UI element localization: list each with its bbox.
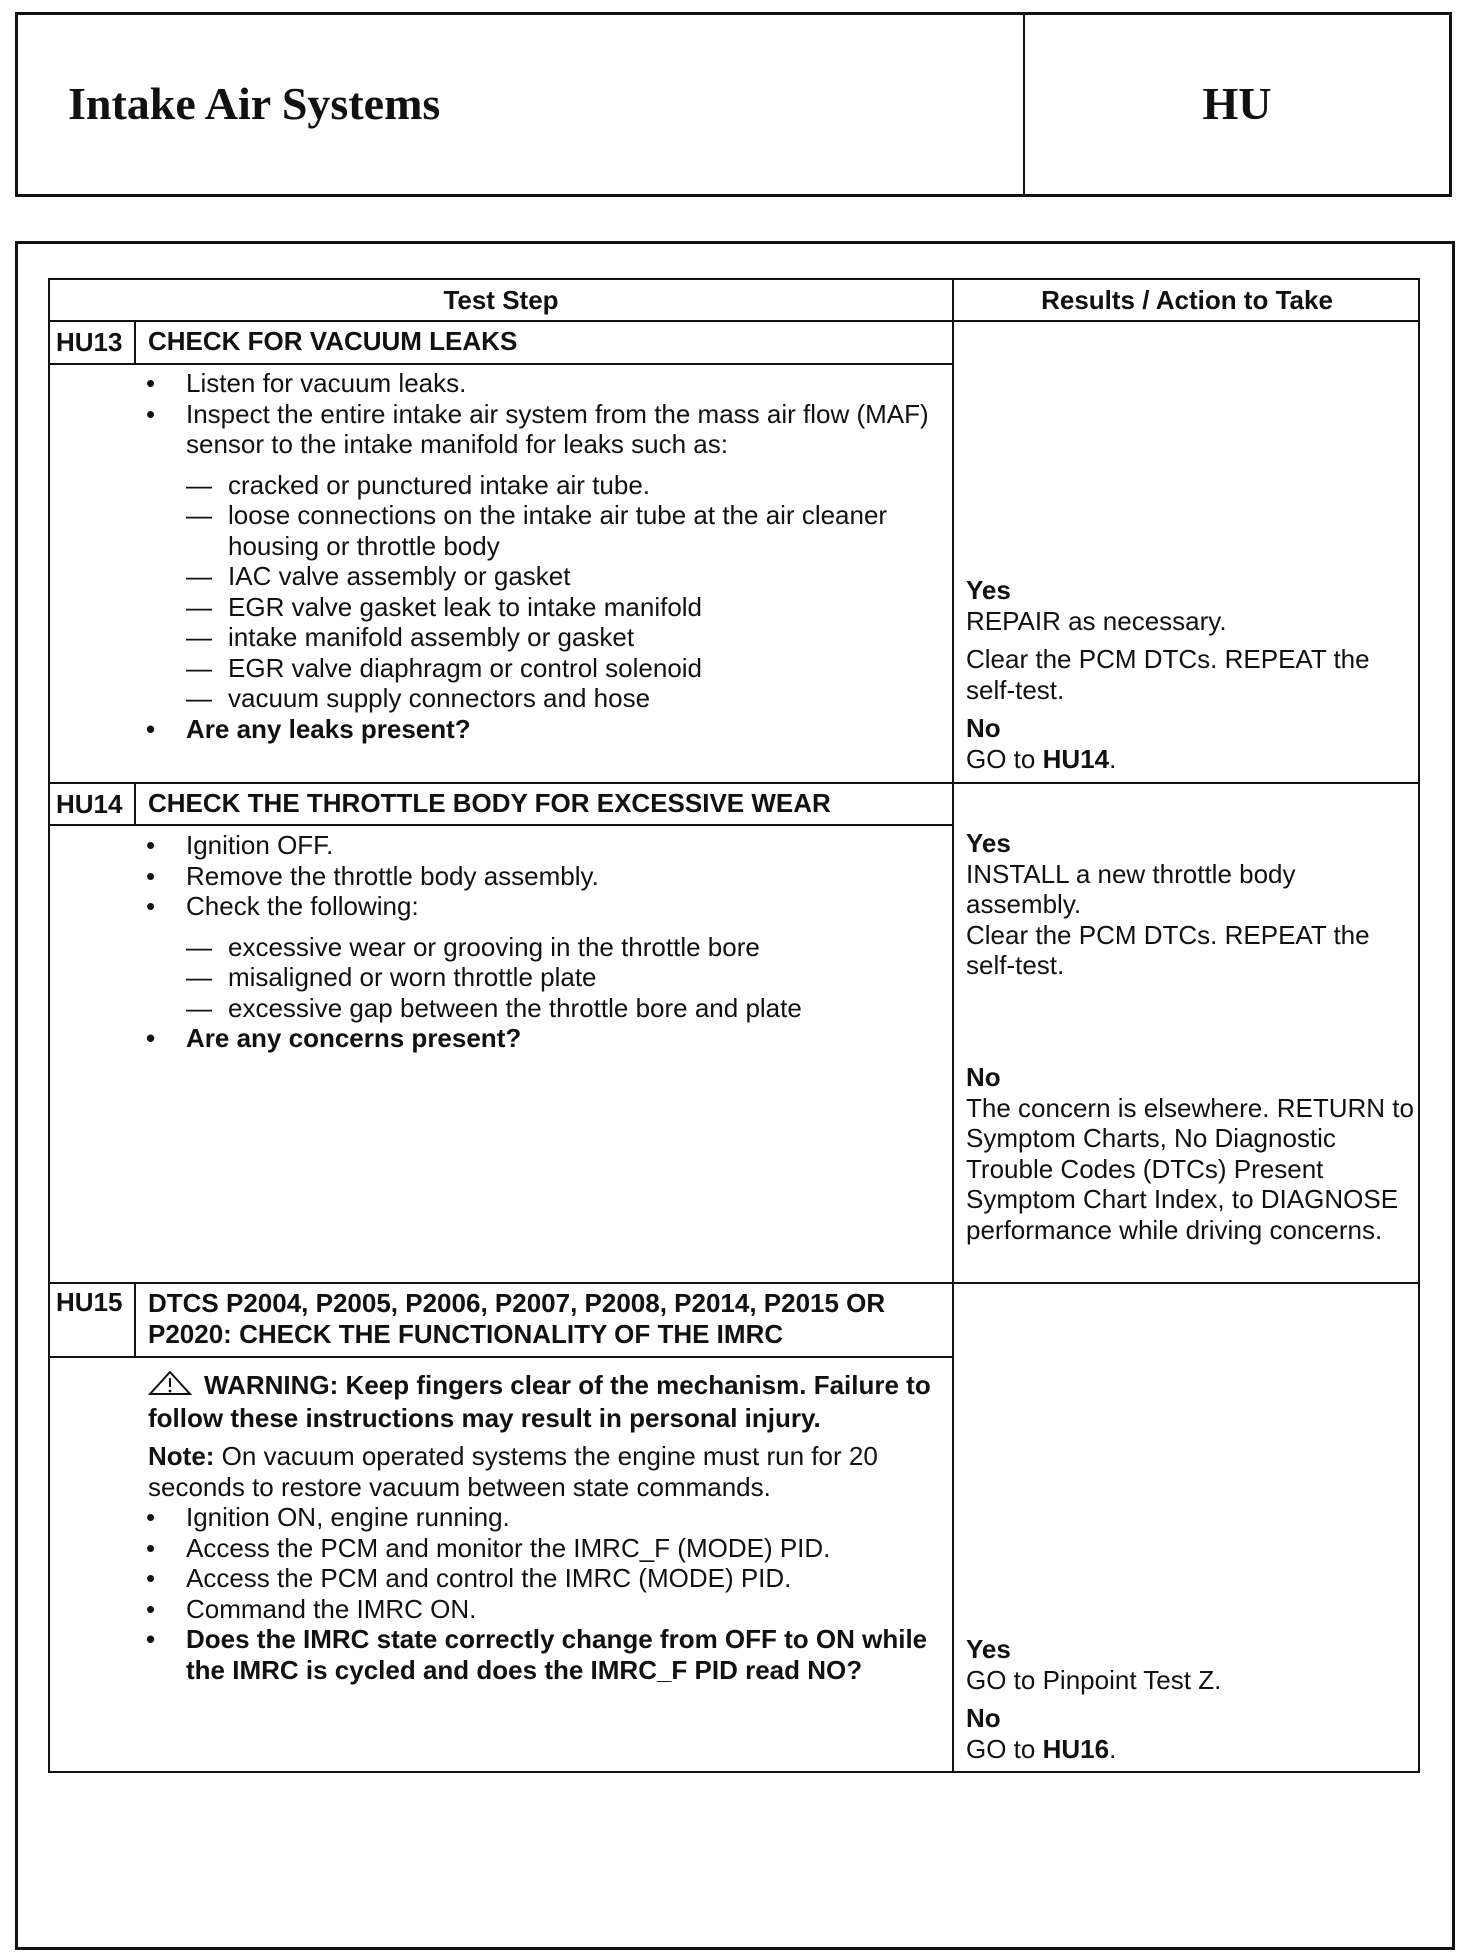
instruction-item: • Inspect the entire intake air system from the mass air flow (MAF) sensor to the intake manifold for leaks such as: [142, 399, 942, 460]
instruction-item: • Check the following: [142, 891, 942, 922]
step-body-hu15 [148, 1370, 938, 1685]
row-rule [50, 1282, 1420, 1284]
check-item: — misaligned or worn throttle plate [186, 962, 942, 993]
results-hu14-yes [966, 828, 1416, 981]
step-body-hu13 [142, 368, 942, 744]
instruction-item: • Remove the throttle body assembly. [142, 861, 942, 892]
diagnostic-table [48, 278, 1420, 1773]
title-rule [50, 1356, 952, 1358]
yes-label: Yes [966, 575, 1011, 605]
no-action: GO to HU14. [966, 743, 1117, 774]
title-rule [50, 363, 952, 365]
step-id-hu14: HU14 [56, 789, 123, 819]
row-rule [50, 782, 1420, 784]
header-rule [50, 320, 1420, 322]
goto-link-hu14[interactable]: HU14 [1042, 743, 1110, 774]
column-header-test-step: Test Step [443, 285, 559, 315]
yes-label: Yes [966, 1634, 1011, 1664]
instruction-item: • Access the PCM and monitor the IMRC_F (MODE) PID. [142, 1533, 938, 1564]
yes-action: Clear the PCM DTCs. REPEAT the self-test. [966, 919, 1370, 980]
no-label: No [966, 1703, 1001, 1733]
step-title-hu13: CHECK FOR VACUUM LEAKS [148, 326, 518, 356]
no-action: The concern is elsewhere. RETURN to Symptom Charts, No Diagnostic Trouble Codes (DTCs) Present Symptom Chart Index, to DIAGNOSE performance while driving concerns. [966, 1092, 1414, 1245]
id-divider [134, 322, 136, 363]
instruction-item: • Access the PCM and control the IMRC (MODE) PID. [142, 1563, 938, 1594]
no-label: No [966, 1062, 1001, 1092]
section-title: Intake Air Systems [68, 78, 441, 129]
step-title-hu14: CHECK THE THROTTLE BODY FOR EXCESSIVE WEAR [148, 788, 831, 818]
check-item: — vacuum supply connectors and hose [186, 683, 942, 714]
results-hu14-no [966, 1062, 1416, 1245]
section-code: HU [1202, 78, 1272, 129]
instruction-item: • Command the IMRC ON. [142, 1594, 938, 1625]
warning-block: WARNING: Keep fingers clear of the mechanism. Failure to follow these instructions may result in personal injury. [148, 1370, 931, 1433]
check-item: — excessive wear or grooving in the throttle bore [186, 932, 942, 963]
yes-action: GO to Pinpoint Test Z. [966, 1664, 1222, 1695]
check-item: — EGR valve gasket leak to intake manifold [186, 592, 942, 623]
no-action: GO to HU16. [966, 1733, 1117, 1764]
warning-triangle-icon [148, 1370, 192, 1403]
id-divider [134, 784, 136, 825]
step-question: • Are any leaks present? [142, 714, 942, 745]
check-item: — EGR valve diaphragm or control solenoid [186, 653, 942, 684]
title-rule [50, 824, 952, 826]
yes-label: Yes [966, 828, 1011, 858]
step-id-hu15: HU15 [56, 1287, 123, 1317]
check-item: — IAC valve assembly or gasket [186, 561, 942, 592]
note-block: Note: On vacuum operated systems the engine must run for 20 seconds to restore vacuum between state commands. [148, 1441, 878, 1502]
step-title-hu15: DTCS P2004, P2005, P2006, P2007, P2008, P2014, P2015 OR P2020: CHECK THE FUNCTIONALITY OF THE IMRC [148, 1288, 886, 1349]
instruction-item: • Listen for vacuum leaks. [142, 368, 942, 399]
check-item: — excessive gap between the throttle bore and plate [186, 993, 942, 1024]
step-body-hu14 [142, 830, 942, 1054]
check-item: — cracked or punctured intake air tube. [186, 470, 942, 501]
step-question: • Are any concerns present? [142, 1023, 942, 1054]
instruction-item: • Ignition OFF. [142, 830, 942, 861]
step-question: • Does the IMRC state correctly change from OFF to ON while the IMRC is cycled and does the IMRC_F PID read NO? [142, 1624, 938, 1685]
instruction-item: • Ignition ON, engine running. [142, 1502, 938, 1533]
column-header-results: Results / Action to Take [1041, 285, 1333, 315]
results-column-divider [952, 280, 954, 1771]
step-id-hu13: HU13 [56, 327, 123, 357]
yes-action: INSTALL a new throttle body assembly. [966, 858, 1296, 919]
goto-link-hu16[interactable]: HU16 [1042, 1733, 1110, 1764]
results-hu13 [966, 575, 1416, 774]
yes-action: REPAIR as necessary. [966, 605, 1227, 636]
results-hu15 [966, 1634, 1416, 1764]
page-header [15, 12, 1452, 197]
no-label: No [966, 713, 1001, 743]
yes-action: Clear the PCM DTCs. REPEAT the self-test. [966, 644, 1370, 705]
id-divider [134, 1284, 136, 1356]
check-item: — intake manifold assembly or gasket [186, 622, 942, 653]
check-item: — loose connections on the intake air tube at the air cleaner housing or throttle body [186, 500, 942, 561]
